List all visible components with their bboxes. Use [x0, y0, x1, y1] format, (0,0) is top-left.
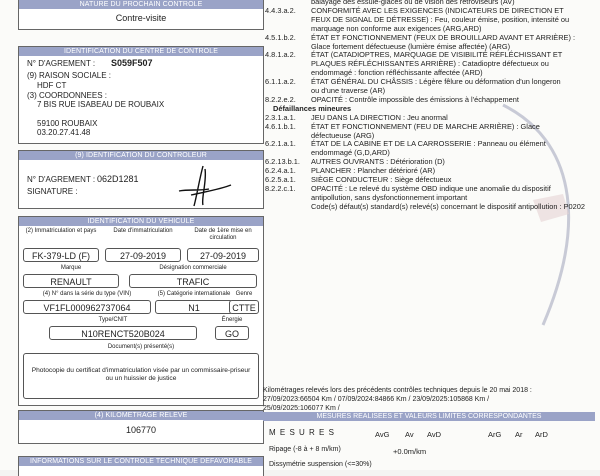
measures-header: MESURES REALISEES ET VALEURS LIMITES CORRESPONDANTES [263, 412, 595, 421]
defect-line [265, 148, 390, 157]
controller-box [18, 150, 264, 209]
defect-line [265, 193, 467, 202]
defect-text: balayage des essuie-glaces ou de vision des rétroviseurs (AV) [311, 0, 515, 6]
measures-title: M E S U R E S [269, 428, 335, 437]
defect-text: marquage non conforme aux exigences (ARG,ARD) [311, 23, 482, 33]
defect-line [265, 59, 549, 68]
type-label: Type/CNIT [98, 317, 128, 323]
defect-text: ÉTAT ET FONCTIONNEMENT (FEU DE MARCHE ARRIÈRE) : Glace [311, 121, 540, 131]
centre-agreement-value: S059F507 [111, 58, 153, 68]
defect-text: JEU DANS LA DIRECTION : Jeu anormal [311, 112, 448, 122]
centre-phone: 03.20.27.41.48 [37, 128, 91, 137]
reg-label: (2) Immatriculation et pays [25, 228, 97, 234]
centre-name-label: (9) RAISON SOCIALE : [27, 71, 112, 80]
vin-value: VF1FL000962737064 [23, 300, 151, 314]
controller-agreement-label: N° D'AGREMENT : [27, 175, 96, 184]
genre-value: CTTE [229, 300, 259, 314]
controller-header: (9) IDENTIFICATION DU CONTROLEUR [19, 151, 263, 160]
defect-line [265, 139, 546, 148]
model-label: Désignation commerciale [159, 265, 227, 271]
defect-code: 4.5.1.b.2. [265, 32, 296, 42]
signature-label: SIGNATURE : [27, 187, 78, 196]
ripage-value: +0.0m/km [393, 447, 427, 456]
make-label: Marque [60, 265, 82, 271]
defect-code: 6.2.1.a.1. [265, 139, 296, 149]
centre-box [18, 46, 264, 144]
make-value: RENAULT [23, 274, 119, 288]
km-box [18, 410, 264, 444]
defect-text: AUTRES OUVRANTS : Détérioration (D) [311, 157, 445, 167]
centre-address: 7 BIS RUE ISABEAU DE ROUBAIX [37, 100, 165, 109]
defect-line [265, 77, 561, 86]
defect-line [265, 175, 451, 184]
vin-label: (4) N° dans la série du type (VIN) [42, 291, 132, 297]
defect-line [265, 42, 510, 51]
vehicle-header: IDENTIFICATION DU VEHICULE [19, 217, 263, 226]
defect-text: CONFORMITÉ AVEC LES EXIGENCES (INDICATEURS DE DIRECTION ET [311, 5, 564, 15]
defect-line [265, 33, 575, 42]
centre-agreement-label: N° D'AGREMENT : [27, 59, 96, 68]
defavorable-header: INFORMATIONS SUR LE CONTROLE TECHNIQUE DEFAVORABLE [19, 457, 263, 466]
energy-label: Énergie [221, 317, 243, 323]
defect-code: 6.2.4.a.1. [265, 166, 296, 176]
genre-label: Genre [235, 291, 253, 297]
defect-line [265, 113, 448, 122]
defect-line [265, 50, 562, 59]
vehicle-box [18, 216, 264, 406]
energy-value: GO [215, 326, 249, 340]
defect-code: 6.1.1.a.2. [265, 77, 296, 87]
defect-text: Code(s) défaut(s) standard(s) relevé(s) concernant le dispositif antipollution : P0202 [311, 201, 586, 211]
reg-date-label: Date d'immatriculation [113, 228, 173, 234]
minor-defects-header: Défaillances mineures [273, 103, 352, 113]
defect-line [265, 6, 564, 15]
next-control-header: NATURE DU PROCHAIN CONTROLE [19, 0, 263, 9]
type-value: N10RENCT520B024 [49, 326, 197, 340]
col-avd: AvD [427, 430, 442, 439]
defect-line [265, 131, 374, 140]
km-value: 106770 [125, 425, 157, 435]
centre-coords-label: (3) COORDONNEES : [27, 91, 108, 100]
documents-label: Document(s) présenté(s) [107, 344, 175, 350]
defect-text: défectueuse (ARG) [311, 130, 375, 140]
centre-name-value: HDF CT [37, 81, 67, 90]
km-history-line-2: 27/09/2023:66504 Km / 07/09/2024:84866 Km / 23/09/2025:105868 Km / [263, 396, 490, 403]
defect-text: SIÈGE CONDUCTEUR : Siège défectueux [311, 175, 452, 184]
next-control-value: Contre-visite [115, 13, 167, 23]
defect-code: 2.3.1.a.1. [265, 112, 296, 122]
defect-text: OPACITÉ : Contrôle impossible des émissions à l'échappement [311, 94, 519, 104]
ripage-label: Ripage (-8 à + 8 m/km) [269, 446, 341, 453]
defect-line [265, 157, 445, 166]
defect-line [265, 68, 483, 77]
first-date-label: Date de 1ère mise en circulation [194, 228, 252, 241]
col-av: Av [405, 430, 414, 439]
defect-text: Glace fortement défectueuse (lumière émise affectée) (ARG) [311, 41, 511, 51]
defect-text: ÉTAT GÉNÉRAL DU CHÂSSIS : Légère fêlure ou déformation d'un longeron [311, 77, 561, 87]
defect-code: 8.2.2.e.2. [265, 94, 296, 104]
defect-text: FEUX DE SIGNAL DE DÉTRESSE) : Feu, couleur émise, position, intensité ou [311, 14, 570, 24]
km-history-line-1: Kilométrages relevés lors des précédents contrôles techniques depuis le 20 mai 2018 : [263, 387, 532, 394]
defect-line [265, 122, 540, 131]
left-column [18, 0, 264, 470]
defect-code: 4.8.1.a.2. [265, 50, 296, 60]
col-ar: Ar [515, 430, 523, 439]
defect-line [265, 15, 569, 24]
suspension-label: Dissymétrie suspension (<=30%) [269, 461, 372, 468]
col-avg: AvG [375, 430, 390, 439]
controller-agreement-value: 062D1281 [97, 174, 139, 184]
defect-code: 4.4.3.a.2. [265, 5, 296, 15]
defect-text: antipollution, sans dysfonctionnement important [311, 192, 468, 202]
km-history-line-3: 25/09/2025:106077 Km / [263, 405, 340, 412]
right-column [263, 0, 600, 470]
watermark-arc [463, 100, 600, 330]
reg-value: FK-379-LD (F) [23, 248, 99, 262]
first-date-value: 27-09-2019 [187, 248, 259, 262]
col-ard: ArD [535, 430, 548, 439]
defect-text: ou d'une traverse (AR) [311, 86, 386, 95]
centre-header: IDENTIFICATION DU CENTRE DE CONTROLE [19, 47, 263, 56]
defect-line [265, 202, 585, 211]
centre-city: 59100 ROUBAIX [37, 119, 98, 128]
category-label: (5) Catégorie internationale [157, 291, 231, 297]
documents-box [23, 353, 259, 399]
defect-line [265, 95, 519, 104]
signature-image [169, 161, 239, 209]
next-control-box [18, 0, 264, 30]
defect-text: ÉTAT ET FONCTIONNEMENT (FEUX DE BROUILLARD AVANT ET ARRIÈRE) : [311, 32, 576, 42]
defect-code: 6.2.5.a.1. [265, 175, 296, 184]
defect-line [265, 184, 551, 193]
model-value: TRAFIC [129, 274, 257, 288]
defect-text: OPACITÉ : Le relevé du système OBD indique une anomalie du dispositif [311, 183, 551, 193]
defect-code: 8.2.2.c.1. [265, 183, 296, 193]
defavorable-box [18, 456, 264, 476]
defect-text: endommagé : fonction réfléchissante affectée (ARD) [311, 68, 483, 78]
col-arg: ArG [488, 430, 502, 439]
category-value: N1 [155, 300, 233, 314]
defect-line [265, 86, 385, 95]
defect-text: endommagé (G,D,ARD) [311, 148, 390, 158]
km-header: (4) KILOMETRAGE RELEVE [19, 411, 263, 420]
defect-code: 6.2.13.b.1. [265, 157, 300, 167]
defect-text: ÉTAT (CATADIOPTRES, MARQUAGE DE VISIBILITÉ RÉFLÉCHISSANT ET [311, 50, 563, 60]
defect-text: PLANCHER : Plancher détérioré (AR) [311, 166, 436, 176]
documents-value: Photocopie du certificat d'immatriculation visée par un commissaire-priseur ou un huissier de justice [31, 367, 251, 382]
defect-line [265, 24, 481, 33]
defect-code: 4.6.1.b.1. [265, 121, 296, 131]
defect-line [265, 166, 435, 175]
defect-text: PLAQUES RÉFLÉCHISSANTES ARRIÈRE) : Catadioptre défectueux ou [311, 59, 549, 69]
reg-date-value: 27-09-2019 [105, 248, 181, 262]
defect-text: ÉTAT DE LA CABINE ET DE LA CARROSSERIE : Panneau ou élément [311, 139, 546, 149]
